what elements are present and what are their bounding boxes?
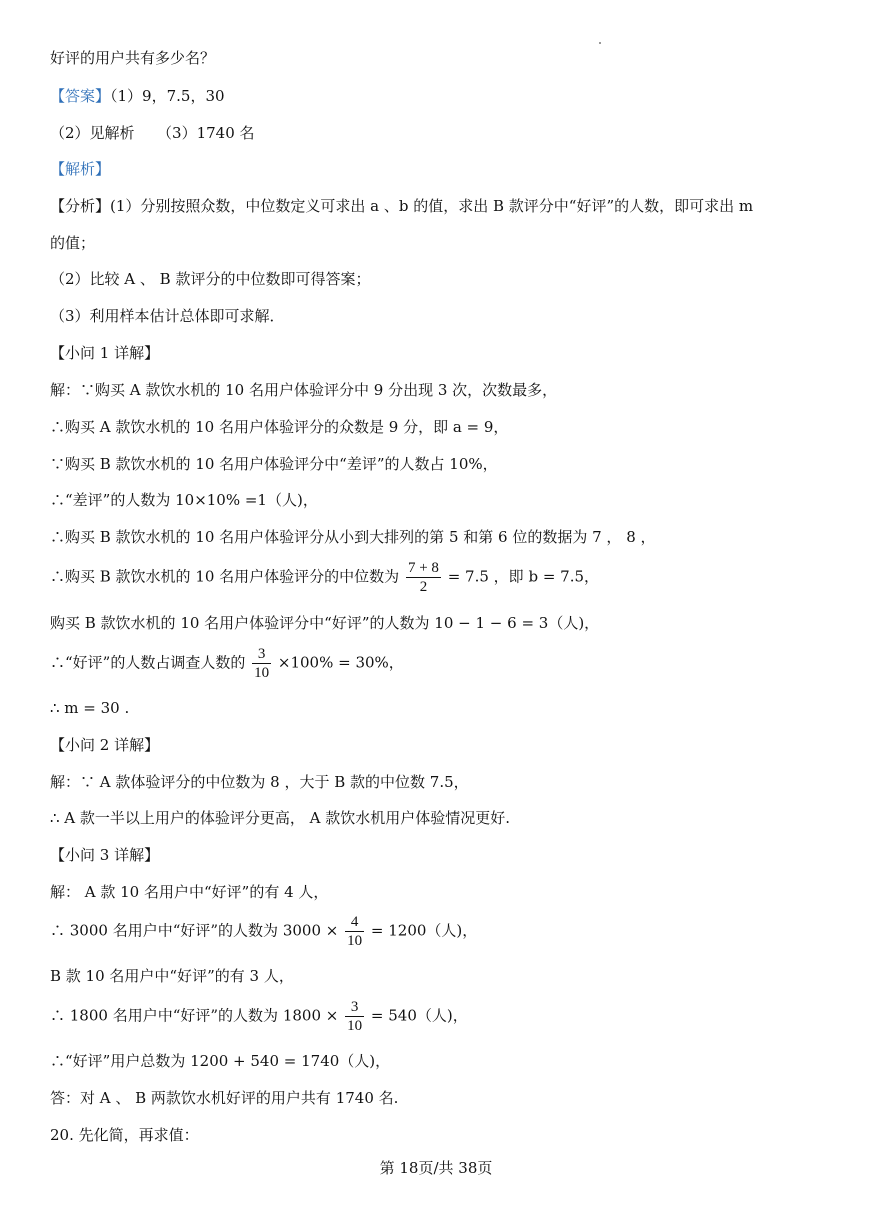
- fraction-denominator: 10: [347, 1018, 363, 1034]
- solution-line: ∴购买 A 款饮水机的 10 名用户体验评分的众数是 9 分，即 a = 9，: [50, 418, 509, 436]
- subquestion-3-heading: 【小问 3 详解】: [50, 846, 160, 864]
- answer-line-2: （2）见解析 （3）1740 名: [50, 124, 255, 142]
- fraction: [345, 998, 364, 1035]
- fraction-numerator: 4: [345, 913, 364, 932]
- percent-text: ∴“好评”的人数占调查人数的: [50, 653, 246, 672]
- fraction-numerator: 3: [345, 998, 364, 1017]
- solution-line: ∴“好评”用户总数为 1200 + 540 = 1740（人)，: [50, 1052, 391, 1070]
- next-question: 20. 先化简，再求值：: [50, 1126, 199, 1144]
- final-answer: 答：对 A 、 B 两款饮水机好评的用户共有 1740 名.: [50, 1089, 399, 1107]
- question-tail: 好评的用户共有多少名？: [50, 49, 216, 67]
- fraction: [406, 559, 441, 596]
- fraction-denominator: 2: [419, 579, 428, 595]
- analysis-line-1: 【分析】(1）分别按照众数，中位数定义可求出 a 、b 的值，求出 B 款评分中“好评”的人数，即可求出 m: [50, 197, 754, 215]
- solution-line: 解： A 款 10 名用户中“好评”的有 4 人，: [50, 883, 329, 901]
- solution-line: ∴购买 B 款饮水机的 10 名用户体验评分从小到大排列的第 5 和第 6 位的数据为 7 ， 8 ，: [50, 528, 656, 546]
- subquestion-1-heading: 【小问 1 详解】: [50, 344, 160, 362]
- solution-line: 解：∵ A 款体验评分的中位数为 8 ，大于 B 款的中位数 7.5，: [50, 773, 469, 791]
- estimate-a-text: ∴ 3000 名用户中“好评”的人数为 3000 ×: [50, 921, 339, 940]
- median-result: = 7.5 ，即 b = 7.5，: [447, 567, 600, 586]
- percent-result: ×100% = 30%，: [277, 653, 404, 672]
- fraction-numerator: 3: [252, 645, 271, 664]
- fraction: [345, 913, 364, 950]
- analysis-line-4: （3）利用样本估计总体即可求解．: [50, 307, 285, 325]
- analysis-tag: 【解析】: [50, 160, 111, 178]
- median-line: [50, 559, 599, 596]
- answer-line: [50, 85, 225, 107]
- estimate-b-result: = 540（人)，: [370, 1006, 468, 1025]
- solution-line: ∵购买 B 款饮水机的 10 名用户体验评分中“差评”的人数占 10%，: [50, 455, 498, 473]
- speck: [599, 42, 601, 44]
- fraction-denominator: 10: [254, 665, 270, 681]
- fraction: [252, 645, 271, 682]
- answer-tag: 【答案】: [50, 87, 111, 105]
- solution-line: B 款 10 名用户中“好评”的有 3 人，: [50, 967, 294, 985]
- solution-line: 解：∵购买 A 款饮水机的 10 名用户体验评分中 9 分出现 3 次，次数最多，: [50, 381, 558, 399]
- fraction-denominator: 10: [347, 933, 363, 949]
- estimate-b-text: ∴ 1800 名用户中“好评”的人数为 1800 ×: [50, 1006, 339, 1025]
- estimate-b-line: [50, 998, 468, 1035]
- analysis-line-3: （2）比较 A 、 B 款评分的中位数即可得答案；: [50, 270, 371, 288]
- answer-text: （1）9，7.5，30: [110, 87, 225, 105]
- estimate-a-line: [50, 913, 477, 950]
- percent-line: [50, 645, 404, 682]
- solution-line: ∴ m = 30 .: [50, 699, 130, 717]
- solution-line: ∴ A 款一半以上用户的体验评分更高， A 款饮水机用户体验情况更好.: [50, 809, 511, 827]
- median-text: ∴购买 B 款饮水机的 10 名用户体验评分的中位数为: [50, 567, 400, 586]
- page-number: 第 18页/共 38页: [379, 1159, 493, 1177]
- estimate-a-result: = 1200（人)，: [370, 921, 478, 940]
- solution-line: 购买 B 款饮水机的 10 名用户体验评分中“好评”的人数为 10 − 1 − 6 = 3（人)，: [50, 614, 600, 632]
- subquestion-2-heading: 【小问 2 详解】: [50, 736, 160, 754]
- fraction-numerator: 7 + 8: [407, 560, 439, 576]
- analysis-line-2: 的值；: [50, 234, 96, 252]
- solution-line: ∴“差评”的人数为 10×10% =1（人)，: [50, 491, 318, 509]
